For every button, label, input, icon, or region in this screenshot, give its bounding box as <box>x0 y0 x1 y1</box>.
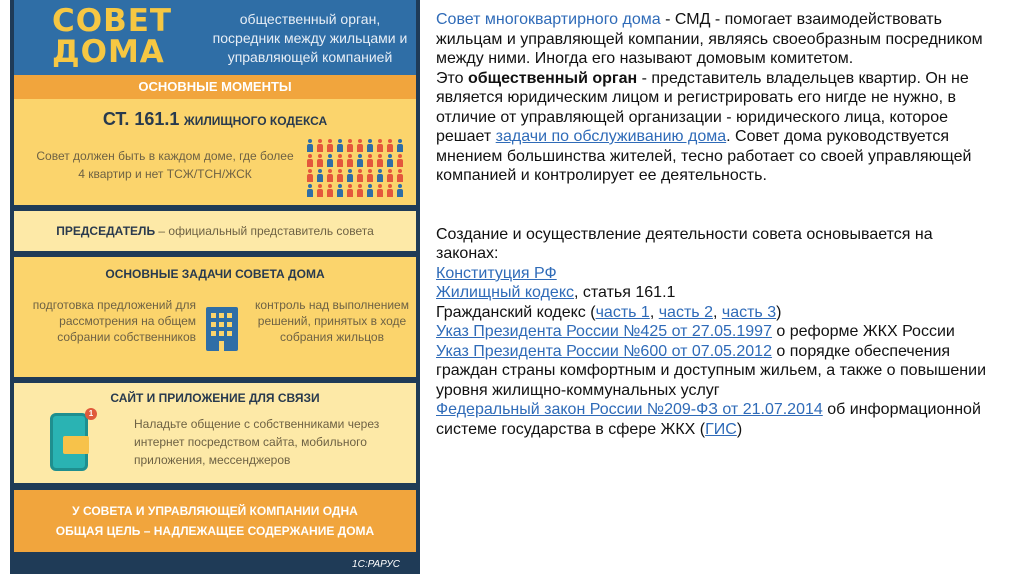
text-line: законах: <box>436 245 499 262</box>
text-fragment: - представитель владельцев квартир. Он не <box>637 69 969 87</box>
text-fragment: , статья 161.1 <box>574 284 676 301</box>
text-line: уровня жилищно-коммунальных услуг <box>436 381 720 399</box>
text-fragment: о порядке обеспечения <box>771 342 951 360</box>
text-line: граждан страны комфортным и доступным жильем, а также о повышении <box>436 362 987 379</box>
infographic-header <box>14 0 416 75</box>
brand-logo: 1С:РАРУС <box>352 559 400 570</box>
person-icon <box>366 154 374 167</box>
text-fragment: ) <box>736 420 743 438</box>
building-icon <box>206 307 238 351</box>
link-decree-600[interactable]: Указ Президента России №600 от 07.05.2012 <box>436 342 772 360</box>
person-icon <box>326 139 334 152</box>
article-body <box>436 10 1024 439</box>
term-smd: Совет многоквартирного дома <box>436 11 661 28</box>
person-icon <box>326 154 334 167</box>
site-text: Наладьте общение с собственниками через интернет посредством сайта, мобильного приложения, мессенджеров <box>134 417 380 467</box>
phone-icon <box>50 409 94 471</box>
person-icon <box>336 154 344 167</box>
person-icon <box>366 169 374 182</box>
tasks-heading: ОСНОВНЫЕ ЗАДАЧИ СОВЕТА ДОМА <box>105 267 325 281</box>
key-points-heading: ОСНОВНЫЕ МОМЕНТЫ <box>14 75 416 99</box>
infographic-subtitle: общественный орган, посредник между жильцами и управляющей компанией <box>212 11 408 65</box>
person-icon <box>366 184 374 197</box>
link-civil-part-1[interactable]: часть 1 <box>595 303 650 321</box>
person-icon <box>376 184 384 197</box>
infographic-title: СОВЕТ ДОМА <box>52 3 173 70</box>
person-icon <box>396 169 404 182</box>
text-fragment: . Совет дома руководствуется <box>726 128 949 145</box>
text-line: компанией и контролирует ее деятельность. <box>436 167 767 184</box>
site-heading: САЙТ И ПРИЛОЖЕНИЕ ДЛЯ СВЯЗИ <box>110 391 320 405</box>
person-icon <box>336 139 344 152</box>
text-line: - СМД - помогает взаимодействовать <box>660 11 942 28</box>
tasks-section <box>14 257 416 377</box>
chair-label: ПРЕДСЕДАТЕЛЬ <box>56 224 156 238</box>
person-icon <box>356 154 364 167</box>
person-icon <box>386 139 394 152</box>
text-fragment: , <box>712 303 722 321</box>
footer-line-2: ОБЩАЯ ЦЕЛЬ – НАДЛЕЖАЩЕЕ СОДЕРЖАНИЕ ДОМА <box>55 524 375 538</box>
person-icon <box>356 184 364 197</box>
person-icon <box>366 139 374 152</box>
person-icon <box>396 154 404 167</box>
person-icon <box>386 184 394 197</box>
footer-line-1: У СОВЕТА И УПРАВЛЯЮЩЕЙ КОМПАНИИ ОДНА <box>72 504 358 518</box>
person-icon <box>396 139 404 152</box>
chair-text: – официальный представитель совета <box>155 224 374 238</box>
text-line: является юридическим лицом и регистрировать его нигде не нужно, в <box>436 89 956 106</box>
person-icon <box>376 139 384 152</box>
text-line: отличие от управляющей организации - юридического лица, которое <box>436 108 948 126</box>
text-fragment: Это <box>436 69 468 87</box>
link-maintenance[interactable]: задачи по обслуживанию дома <box>495 128 727 145</box>
link-constitution[interactable]: Конституция РФ <box>436 264 557 282</box>
person-icon <box>336 169 344 182</box>
link-civil-part-3[interactable]: часть 3 <box>721 303 777 321</box>
person-icon <box>326 184 334 197</box>
link-civil-part-2[interactable]: часть 2 <box>658 303 713 321</box>
article-text: Совет должен быть в каждом доме, где более 4 квартир и нет ТСЖ/ТСН/ЖСК <box>36 149 294 181</box>
paragraph-gap <box>436 186 1024 225</box>
chair-section <box>14 211 416 251</box>
text-fragment: ) <box>776 303 782 321</box>
link-gis[interactable]: ГИС <box>705 420 737 438</box>
person-icon <box>346 169 354 182</box>
person-icon <box>316 169 324 182</box>
person-icon <box>306 139 314 152</box>
link-housing-code[interactable]: Жилищный кодекс <box>436 284 575 301</box>
task-right: контроль над выполнением решений, принятых в ходе собрания жильцов <box>255 298 409 344</box>
article-code: ЖИЛИЩНОГО КОДЕКСА <box>183 114 328 128</box>
article-section <box>14 99 416 205</box>
person-icon <box>316 154 324 167</box>
person-icon <box>386 154 394 167</box>
person-icon <box>346 139 354 152</box>
person-icon <box>306 169 314 182</box>
text-fragment: , <box>649 303 659 321</box>
envelope-icon <box>63 436 89 454</box>
text-line: жильцам и управляющей компании, являясь своеобразным посредником <box>436 30 983 48</box>
site-section <box>14 383 416 483</box>
notification-badge: 1 <box>85 408 97 420</box>
person-icon <box>356 139 364 152</box>
task-left: подготовка предложений для рассмотрения на общем собрании собственников <box>32 298 196 344</box>
person-icon <box>396 184 404 197</box>
infographic-panel <box>10 0 420 574</box>
person-icon <box>356 169 364 182</box>
person-icon <box>336 184 344 197</box>
text-fragment: решает <box>436 128 496 145</box>
article-number: СТ. 161.1 <box>102 109 180 129</box>
person-icon <box>346 184 354 197</box>
link-decree-425[interactable]: Указ Президента России №425 от 27.05.1997 <box>436 323 772 340</box>
text-fragment: Гражданский кодекс ( <box>436 303 596 321</box>
person-icon <box>376 169 384 182</box>
text-line: мнением большинства жителей, тесно работает со своей управляющей <box>436 147 972 165</box>
person-icon <box>326 169 334 182</box>
person-icon <box>316 184 324 197</box>
term-public-body: общественный орган <box>468 69 638 87</box>
text-line: Создание и осуществление деятельности совета основывается на <box>436 225 933 243</box>
text-fragment: об информационной <box>822 401 981 418</box>
text-fragment: о реформе ЖКХ России <box>771 323 955 340</box>
person-icon <box>346 154 354 167</box>
person-icon <box>316 139 324 152</box>
link-law-209[interactable]: Федеральный закон России №209-ФЗ от 21.07.2014 <box>436 401 823 418</box>
article-heading <box>14 109 416 130</box>
person-icon <box>386 169 394 182</box>
text-fragment: системе государства в сфере ЖКХ ( <box>436 420 706 438</box>
infographic-footer <box>14 490 416 552</box>
person-icon <box>306 184 314 197</box>
person-icon <box>376 154 384 167</box>
person-icon <box>306 154 314 167</box>
text-line: между ними. Иногда его называют домовым комитетом. <box>436 50 854 67</box>
people-icon <box>306 139 410 199</box>
